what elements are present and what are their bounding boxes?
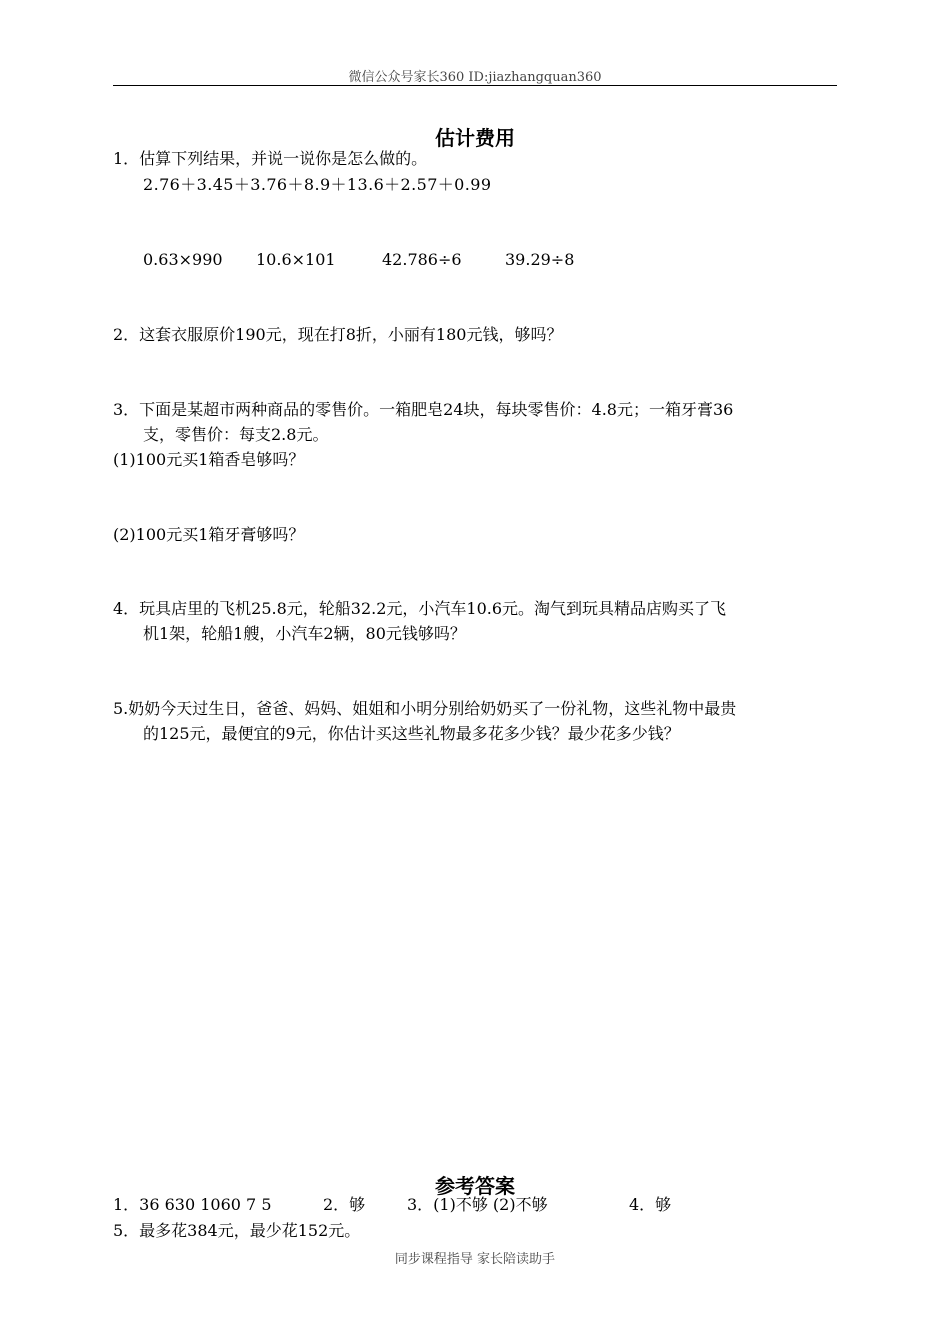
answers-line-1: [113, 1194, 671, 1216]
page-header: 微信公众号家长360 ID:jiazhangquan360: [348, 70, 602, 85]
page-footer: 同步课程指导 家长陪读助手: [394, 1252, 556, 1267]
header-rule: [113, 85, 837, 86]
question-3-sub-1: (1)100元买1箱香皂够吗？: [113, 450, 305, 469]
question-1-sum-expression: 2.76＋3.45＋3.76＋8.9＋13.6＋2.57＋0.99: [143, 175, 492, 194]
expression-3: 42.786÷6: [382, 250, 462, 269]
question-1-expression-row: [143, 249, 574, 271]
expression-4: 39.29÷8: [505, 250, 575, 269]
answer-3: 3．(1)不够 (2)不够: [407, 1195, 548, 1214]
expression-2: 10.6×101: [256, 250, 336, 269]
question-5-line-2: 的125元，最便宜的9元，你估计买这些礼物最多花多少钱？最少花多少钱？: [143, 724, 680, 743]
question-5-line-1: 5.奶奶今天过生日，爸爸、妈妈、姐姐和小明分别给奶奶买了一份礼物，这些礼物中最贵: [113, 699, 737, 718]
question-4-line-2: 机1架，轮船1艘，小汽车2辆，80元钱够吗？: [143, 624, 466, 643]
answer-1: 1．36 630 1060 7 5: [113, 1195, 272, 1214]
question-3-line-1: 3．下面是某超市两种商品的零售价。一箱肥皂24块，每块零售价：4.8元；一箱牙膏36: [113, 400, 734, 419]
answers-title: 参考答案: [435, 1174, 515, 1198]
answers-line-2: 5．最多花384元，最少花152元。: [113, 1221, 361, 1240]
expression-1: 0.63×990: [143, 250, 223, 269]
answer-4: 4．够: [629, 1195, 672, 1214]
question-1-prompt: 1．估算下列结果，并说一说你是怎么做的。: [113, 149, 428, 168]
question-2: 2．这套衣服原价190元，现在打8折，小丽有180元钱，够吗？: [113, 325, 563, 344]
worksheet-title: 估计费用: [435, 126, 515, 150]
question-3-sub-2: (2)100元买1箱牙膏够吗？: [113, 525, 305, 544]
question-4-line-1: 4．玩具店里的飞机25.8元，轮船32.2元，小汽车10.6元。淘气到玩具精品店购买了飞: [113, 599, 727, 618]
question-3-line-2: 支，零售价：每支2.8元。: [143, 425, 329, 444]
answer-2: 2．够: [323, 1195, 366, 1214]
